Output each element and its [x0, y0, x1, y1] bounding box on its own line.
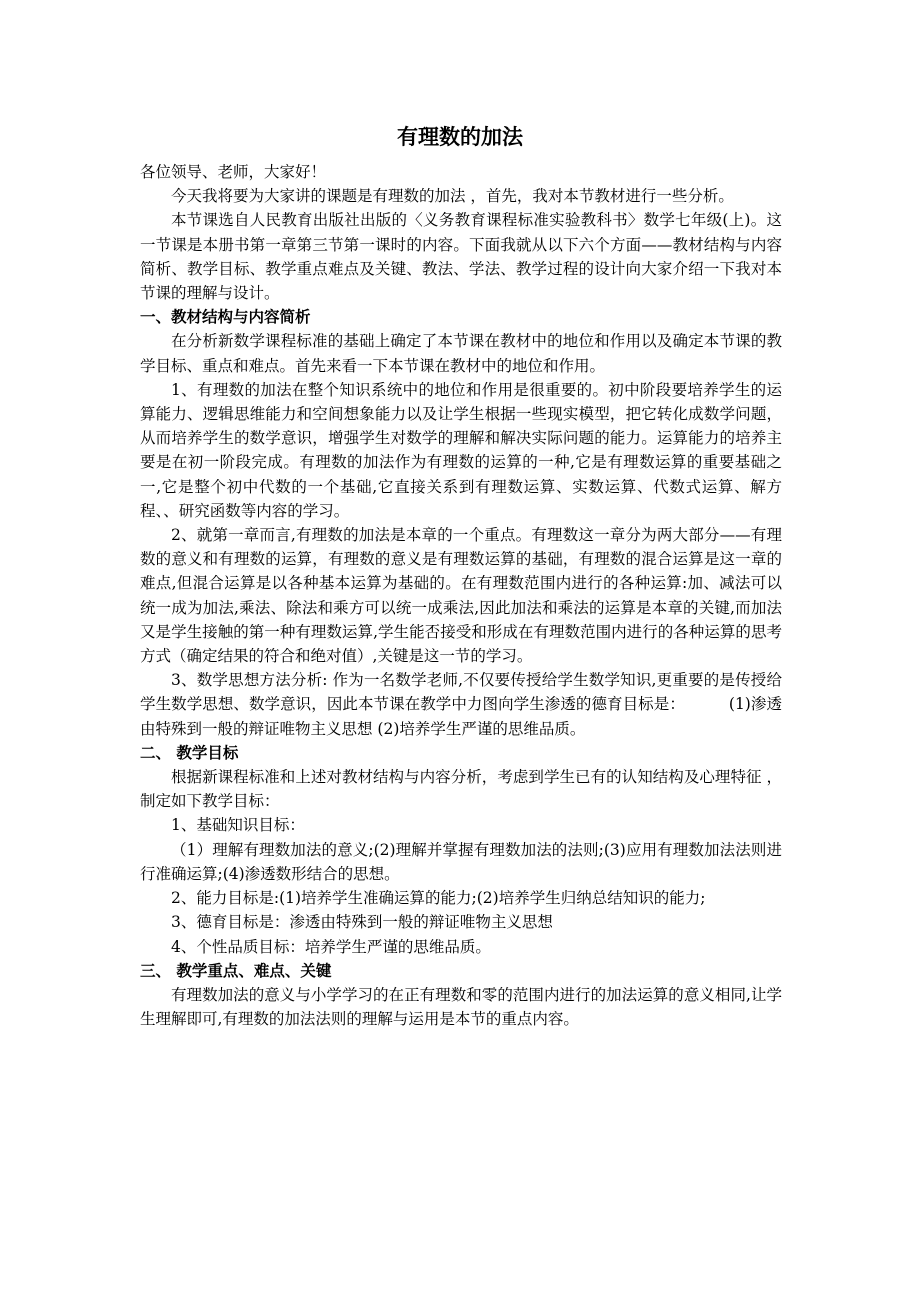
section2-intro: 根据新课程标准和上述对教材结构与内容分析，考虑到学生已有的认知结构及心理特征 ，制定如下教学目标：	[140, 768, 782, 811]
greeting: 各位领导、老师，大家好！	[140, 163, 327, 181]
section1-point1: 1、有理数的加法在整个知识系统中的地位和作用是很重要的。初中阶段要培养学生的运算能力、逻辑思维能力和空间想象能力以及让学生根据一些现实模型，把它转化成数学问题，从而培养学生的数学意识，增强学生对数学的理解和解决实际问题的能力。运算能力的培养主要是在初一阶段完成。有理数的加法作为有理数的运算的一种,它是有理数运算的重要基础之一,它是整个初中代数的一个基础,它直接关系到有理数运算、实数运算、代数式运算、解方程、、研究函数等内容的学习。	[140, 380, 782, 520]
section3-paragraph: 有理数加法的意义与小学学习的在正有理数和零的范围内进行的加法运算的意义相同,让学生理解即可,有理数的加法法则的理解与运用是本节的重点内容。	[140, 985, 782, 1029]
section2-heading: 二、 教学目标	[140, 743, 239, 762]
document-body	[140, 160, 782, 1031]
section3-heading: 三、 教学重点、难点、关键	[140, 961, 332, 980]
goal1-label: 1、基础知识目标：	[171, 816, 305, 835]
goal3: 3、德育目标是：渗透由特殊到一般的辩证唯物主义思想	[171, 913, 553, 932]
section1-heading: 一、教材结构与内容简析	[140, 308, 311, 327]
section1-intro: 在分析新数学课程标准的基础上确定了本节课在教材中的地位和作用以及确定本节课的教学目标、重点和难点。首先来看一下本节课在教材中的地位和作用。	[140, 332, 782, 375]
section1-point3-goals: (1)渗透由特殊到一般的辩证唯物主义思想 (2)培养学生严谨的思维品质。	[140, 695, 782, 738]
goal1-detail: （1）理解有理数加法的意义;(2)理解并掌握有理数加法的法则;(3)应用有理数加法法则进行准确运算;(4)渗透数形结合的思想。	[140, 840, 782, 883]
intro-paragraph: 今天我将要为大家讲的课题是有理数的加法 ，首先，我对本节教材进行一些分析。	[171, 187, 734, 206]
goal2: 2、能力目标是:(1)培养学生准确运算的能力;(2)培养学生归纳总结知识的能力;	[171, 889, 706, 908]
section1-point3-lead: 3、数学思想方法分析: 作为一名数学老师,不仅要传授给学生数学知识,更重要的是传授给学生数学思想、数学意识，因此本节课在教学中力图向学生渗透的德育目标是：	[140, 671, 782, 714]
goal4: 4、个性品质目标：培养学生严谨的思维品质。	[171, 937, 491, 956]
source-paragraph: 本节课选自人民教育出版社出版的〈义务教育课程标准实验教科书〉数学七年级(上)。这一节课是本册书第一章第三节第一课时的内容。下面我就从以下六个方面——教材结构与内容简析、教学目标、教学重点难点及关键、教法、学法、教学过程的设计向大家介绍一下我对本节课的理解与设计。	[140, 211, 782, 303]
section1-point2: 2、就第一章而言,有理数的加法是本章的一个重点。有理数这一章分为两大部分——有理数的意义和有理数的运算，有理数的意义是有理数运算的基础，有理数的混合运算是这一章的难点,但混合运算是以各种基本运算为基础的。在有理数范围内进行的各种运算:加、减法可以统一成为加法,乘法、除法和乘方可以统一成乘法,因此加法和乘法的运算是本章的关键,而加法又是学生接触的第一种有理数运算,学生能否接受和形成在有理数范围内进行的各种运算的思考方式（确定结果的符合和绝对值）,关键是这一节的学习。	[140, 526, 782, 666]
document-title: 有理数的加法	[397, 125, 523, 149]
section1-point3	[140, 668, 782, 741]
